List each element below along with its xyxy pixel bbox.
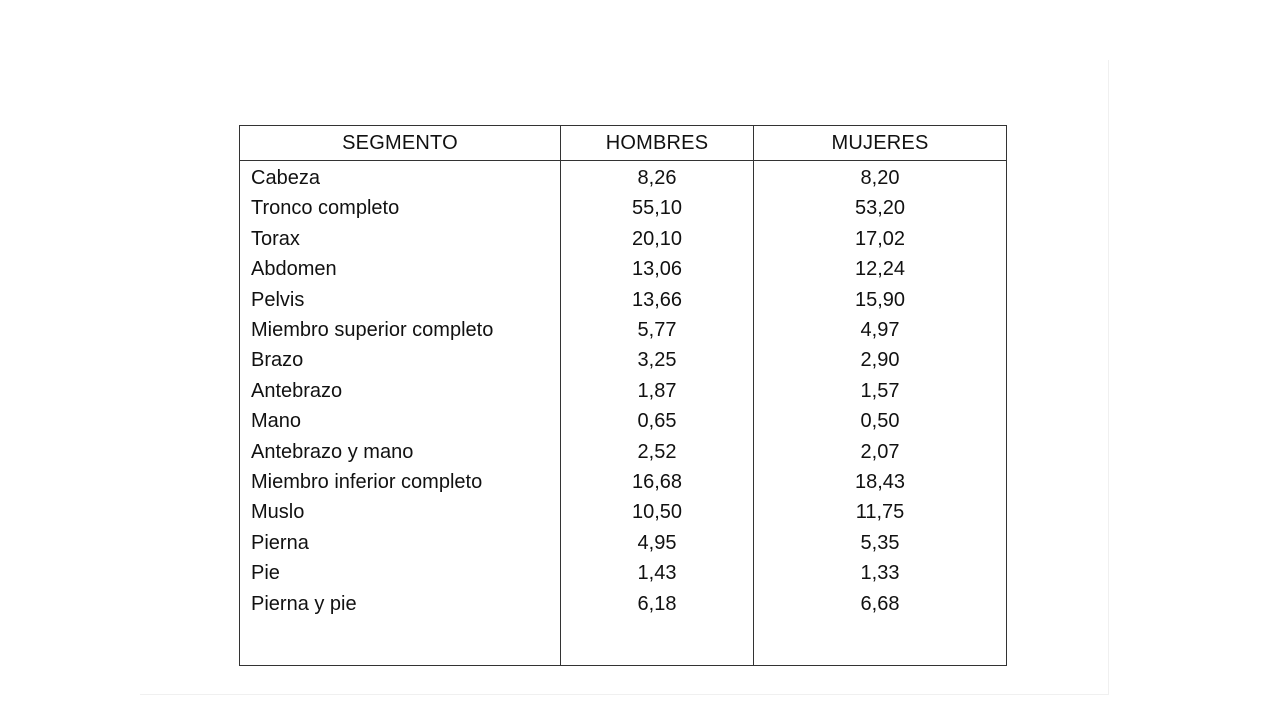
table-row: [240, 315, 1007, 345]
men-value-cell: 8,26: [561, 161, 754, 194]
women-value-cell: 0,50: [754, 406, 1007, 436]
women-value-cell: 11,75: [754, 497, 1007, 527]
segment-cell: Cabeza: [240, 161, 561, 194]
segment-cell: Antebrazo: [240, 376, 561, 406]
men-value-cell: 1,87: [561, 376, 754, 406]
women-value-cell: 18,43: [754, 467, 1007, 497]
table-row: [240, 406, 1007, 436]
table-row: [240, 376, 1007, 406]
table-row: [240, 224, 1007, 254]
segment-cell: Muslo: [240, 497, 561, 527]
women-value-cell: 6,68: [754, 589, 1007, 619]
segment-cell: Brazo: [240, 345, 561, 375]
women-value-cell: 1,57: [754, 376, 1007, 406]
table-row: [240, 193, 1007, 223]
men-value-cell: 3,25: [561, 345, 754, 375]
women-value-cell: 8,20: [754, 161, 1007, 194]
segment-cell: Antebrazo y mano: [240, 437, 561, 467]
table-header-row: [240, 126, 1007, 161]
table-row: [240, 589, 1007, 619]
empty-cell: [561, 619, 754, 666]
women-value-cell: 53,20: [754, 193, 1007, 223]
segment-cell: Pierna y pie: [240, 589, 561, 619]
women-value-cell: 17,02: [754, 224, 1007, 254]
men-value-cell: 13,66: [561, 285, 754, 315]
empty-cell: [754, 619, 1007, 666]
women-value-cell: 4,97: [754, 315, 1007, 345]
segment-cell: Miembro superior completo: [240, 315, 561, 345]
segment-cell: Pierna: [240, 528, 561, 558]
women-value-cell: 5,35: [754, 528, 1007, 558]
table-row: [240, 285, 1007, 315]
segment-cell: Tronco completo: [240, 193, 561, 223]
men-value-cell: 55,10: [561, 193, 754, 223]
table-row: [240, 497, 1007, 527]
women-value-cell: 2,07: [754, 437, 1007, 467]
women-value-cell: 1,33: [754, 558, 1007, 588]
men-value-cell: 2,52: [561, 437, 754, 467]
table-row: [240, 437, 1007, 467]
men-value-cell: 13,06: [561, 254, 754, 284]
table-row: [240, 558, 1007, 588]
segment-cell: Pie: [240, 558, 561, 588]
header-men: HOMBRES: [561, 126, 754, 161]
header-segment: SEGMENTO: [240, 126, 561, 161]
table-row: [240, 254, 1007, 284]
men-value-cell: 10,50: [561, 497, 754, 527]
segment-cell: Torax: [240, 224, 561, 254]
men-value-cell: 0,65: [561, 406, 754, 436]
women-value-cell: 12,24: [754, 254, 1007, 284]
segment-mass-table: [239, 125, 1007, 666]
table-empty-bottom-row: [240, 619, 1007, 666]
women-value-cell: 2,90: [754, 345, 1007, 375]
segment-cell: Pelvis: [240, 285, 561, 315]
men-value-cell: 6,18: [561, 589, 754, 619]
table-row: [240, 345, 1007, 375]
women-value-cell: 15,90: [754, 285, 1007, 315]
header-women: MUJERES: [754, 126, 1007, 161]
men-value-cell: 5,77: [561, 315, 754, 345]
table-row: [240, 161, 1007, 194]
table-row: [240, 467, 1007, 497]
segment-cell: Abdomen: [240, 254, 561, 284]
men-value-cell: 4,95: [561, 528, 754, 558]
empty-cell: [240, 619, 561, 666]
men-value-cell: 16,68: [561, 467, 754, 497]
segment-cell: Mano: [240, 406, 561, 436]
men-value-cell: 1,43: [561, 558, 754, 588]
table-row: [240, 528, 1007, 558]
segment-cell: Miembro inferior completo: [240, 467, 561, 497]
men-value-cell: 20,10: [561, 224, 754, 254]
